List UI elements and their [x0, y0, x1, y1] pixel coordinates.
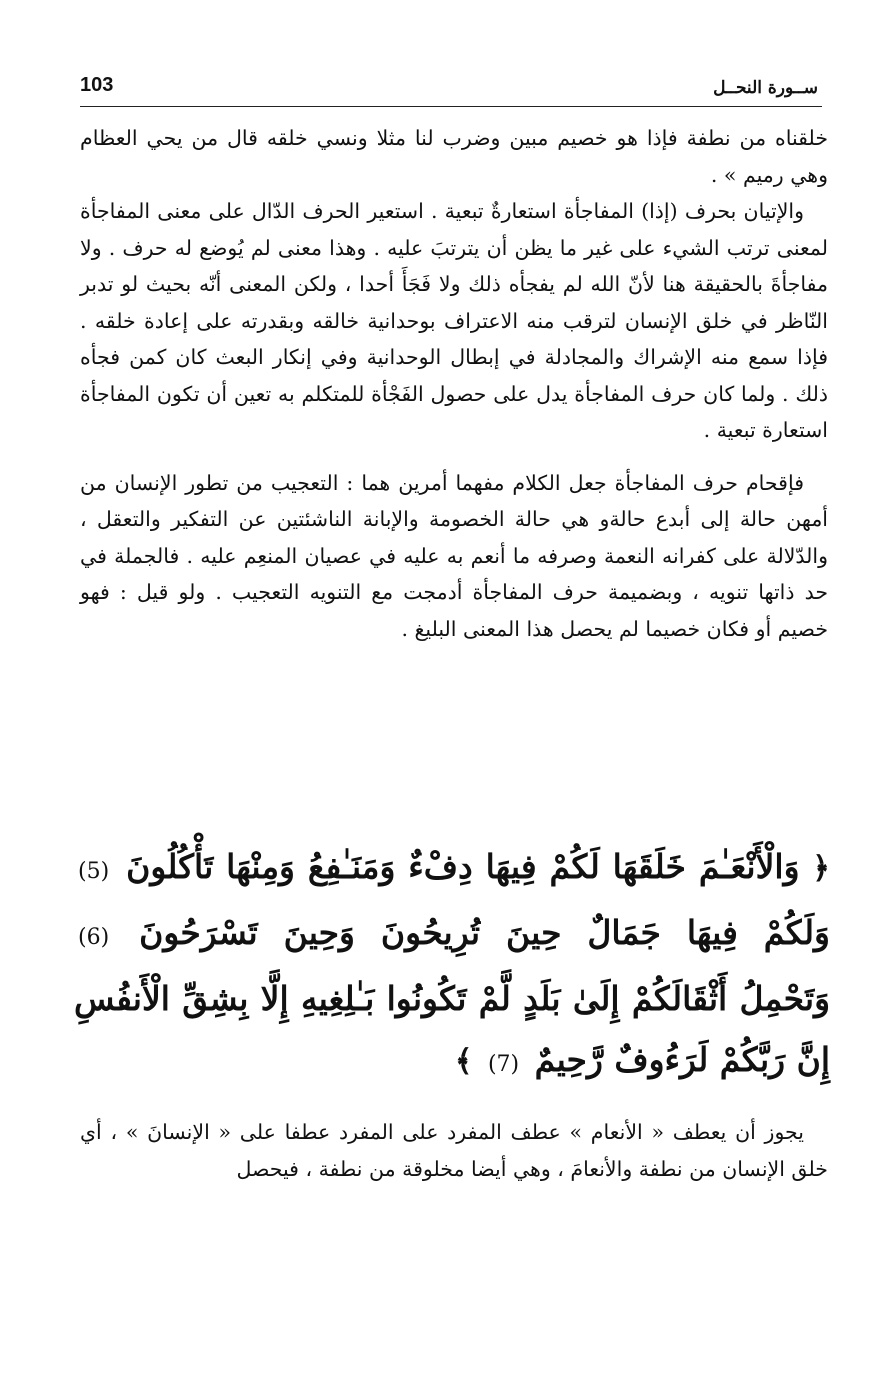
- ayah-number-5: (5): [78, 859, 110, 884]
- continuation-text: [80, 1114, 828, 1188]
- running-title: ســورة النحــل: [713, 78, 818, 98]
- paragraph-gap: [80, 449, 828, 465]
- page-number: 103: [80, 74, 114, 96]
- verse-open-bracket: ﴿: [812, 851, 830, 886]
- verse-close-bracket: ﴾: [454, 1044, 473, 1079]
- commentary-text: [80, 120, 828, 647]
- page-header: [80, 72, 822, 107]
- verse-segment-2: وَلَكُمْ فِيهَا جَمَالٌ حِينَ تُرِيحُونَ وَحِينَ تَسْرَحُونَ: [139, 913, 830, 952]
- verse-segment-3: وَتَحْمِلُ أَثْقَالَكُمْ إِلَىٰ بَلَدٍ لَّمْ تَكُونُوا بَـٰلِغِيهِ إِلَّا بِشِقِّ الْأَنفُسِ إِنَّ رَبَّكُمْ لَرَءُوفٌ رَّحِيمٌ: [74, 979, 830, 1079]
- quran-verse-block: [74, 836, 830, 1095]
- ayah-number-7: (7): [487, 1052, 520, 1077]
- ayah-number-6: (6): [78, 925, 110, 950]
- paragraph-1: خلقناه من نطفة فإذا هو خصيم مبين وضرب لنا مثلا ونسي خلقه قال من يحي العظام وهي رميم » .: [80, 126, 828, 187]
- paragraph-2: والإتيان بحرف (إذا) المفاجأة استعارةٌ تبعية . استعير الحرف الدّال على معنى المفاجأة لمعنى ترتب الشيء على غير ما يظن أن يترتبَ عليه . وهذا معنى لم يُوضع له حرف . ولا مفاجأةَ بالحقيقة هنا لأنّ الله لم يفجأه ذلك ولا فَجَأَ أحدا ، ولكن المعنى أنّه بحيث لو تدبر النّاظر في خلق الإنسان لترقب منه الاعتراف بوحدانية خالقه وبقدرته على إعادة خلقه . فإذا سمع منه الإشراك والمجادلة في إبطال الوحدانية وفي إنكار البعث كان كمن فجأه ذلك . ولما كان حرف المفاجأة يدل على حصول الفَجْأة للمتكلم به تعين أن تكون المفاجأة استعارة تبعية .: [80, 199, 828, 442]
- paragraph-4: يجوز أن يعطف « الأنعام » عطف المفرد على المفرد عطفا على « الإنسانَ » ، أي خلق الإنسان من نطفة والأنعامَ ، وهي أيضا مخلوقة من نطفة ، فيحصل: [80, 1120, 828, 1181]
- verse-segment-1: وَالْأَنْعَـٰمَ خَلَقَهَا لَكُمْ فِيهَا دِفْءٌ وَمَنَـٰفِعُ وَمِنْهَا تَأْكُلُونَ: [126, 847, 800, 886]
- paragraph-3: فإقحام حرف المفاجأة جعل الكلام مفهما أمرين هما : التعجيب من تطور الإنسان من أمهن حالة إلى أبدع حالةو هي حالة الخصومة والإبانة الناشئتين عن التفكير والتعقل ، والدّلالة على كفرانه النعمة وصرفه ما أنعم به عليه في عصيان المنعِم عليه . فالجملة في حد ذاتها تنويه ، وبضميمة حرف المفاجأة أدمجت مع التنويه التعجيب . ولو قيل : فهو خصيم أو فكان خصيما لم يحصل هذا المعنى البليغ .: [80, 470, 828, 641]
